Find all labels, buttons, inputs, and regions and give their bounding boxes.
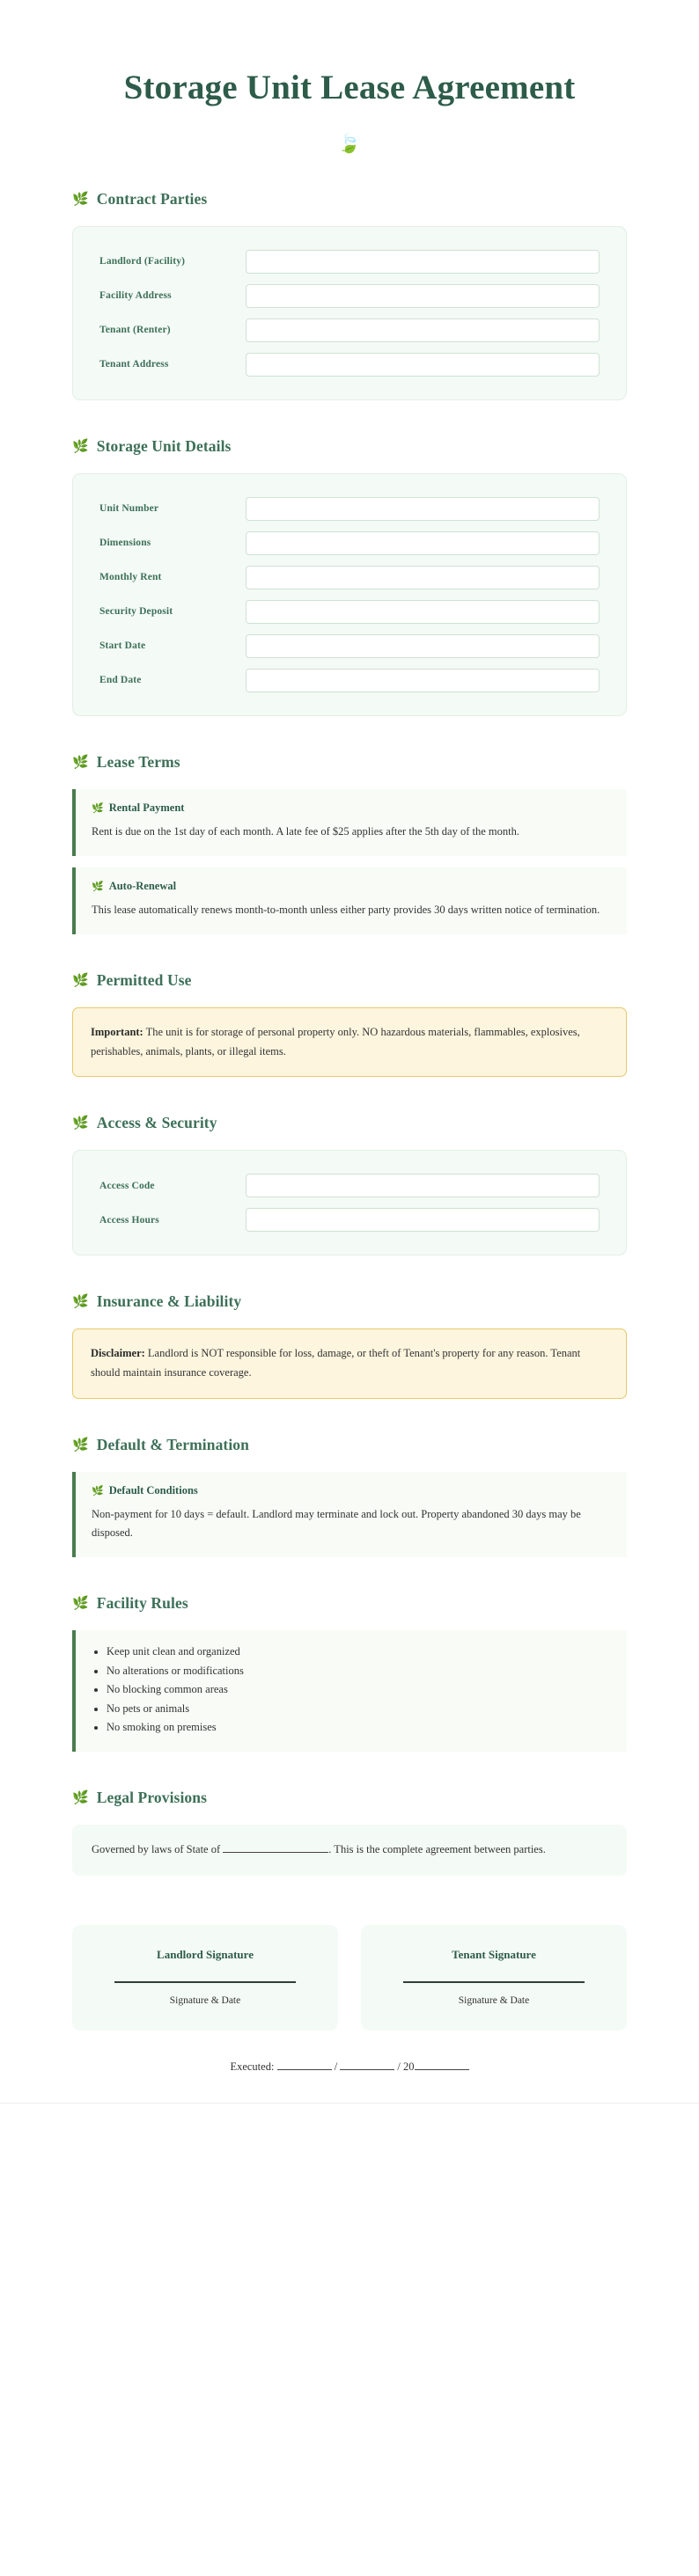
insurance-liability-callout <box>72 1328 627 1399</box>
section-signatures <box>0 1925 699 2074</box>
field-label-start-date: Start Date <box>99 640 146 652</box>
security-deposit-input[interactable] <box>246 600 600 624</box>
section-heading-label: Storage Unit Details <box>96 436 232 455</box>
field-label-access-hours: Access Hours <box>99 1214 159 1226</box>
executed-date-line <box>72 2060 627 2074</box>
field-row <box>99 566 600 589</box>
field-row <box>99 353 600 377</box>
field-label-dimensions: Dimensions <box>99 538 151 549</box>
term-card-title-label: Rental Payment <box>108 801 185 814</box>
executed-label: Executed: <box>230 2060 275 2074</box>
page-title: Storage Unit Lease Agreement <box>123 69 576 106</box>
field-row <box>99 531 600 555</box>
dimensions-input[interactable] <box>246 531 600 555</box>
section-legal-provisions <box>0 1789 699 1876</box>
herb-icon: 🌿 <box>72 971 89 988</box>
landlord-facility-input[interactable] <box>246 250 600 274</box>
field-row <box>99 600 600 624</box>
executed-day-blank[interactable] <box>340 2069 394 2070</box>
section-insurance-liability <box>0 1292 699 1399</box>
field-row <box>99 318 600 342</box>
document-header <box>0 0 699 153</box>
executed-year-prefix: 20 <box>403 2060 415 2074</box>
legal-text-before: Governed by laws of State of <box>92 1842 221 1855</box>
term-card-title <box>92 801 609 815</box>
end-date-input[interactable] <box>246 669 600 692</box>
section-lease-terms <box>0 753 699 934</box>
landlord-signature-box <box>72 1925 338 2031</box>
field-label-unit-number: Unit Number <box>99 503 159 515</box>
section-heading-label: Contract Parties <box>96 189 208 208</box>
tenant-renter-input[interactable] <box>246 318 600 342</box>
section-heading-label: Insurance & Liability <box>96 1292 242 1311</box>
section-heading-legal-provisions <box>72 1789 627 1807</box>
section-heading-label: Facility Rules <box>96 1594 188 1613</box>
term-card-body: Rent is due on the 1st day of each month. A late fee of $25 applies after the 5th day of the month. <box>92 824 519 838</box>
executed-separator-1: / <box>334 2060 338 2074</box>
field-row <box>99 250 600 274</box>
tenant-signature-caption: Signature & Date <box>458 1995 530 2007</box>
section-heading-label: Permitted Use <box>96 970 192 989</box>
section-heading-lease-terms <box>72 753 627 772</box>
tenant-address-input[interactable] <box>246 353 600 377</box>
section-permitted-use <box>0 971 699 1078</box>
herb-icon: 🌿 <box>72 1595 89 1612</box>
section-heading-label: Legal Provisions <box>96 1788 208 1806</box>
section-heading-storage-unit-details <box>72 437 627 456</box>
field-row <box>99 634 600 658</box>
executed-month-blank[interactable] <box>277 2069 332 2070</box>
herb-icon: 🌿 <box>72 753 89 770</box>
page-bottom-rule <box>0 2103 699 2104</box>
callout-body-permitted-use: The unit is for storage of personal property only. NO hazardous materials, flammables, explosives, perishables, animals, plants, or illegal items. <box>91 1025 580 1057</box>
herb-icon: 🌿 <box>72 1789 89 1805</box>
section-heading-access-security <box>72 1114 627 1132</box>
term-card-default-conditions <box>72 1472 627 1558</box>
section-contract-parties <box>0 190 699 400</box>
list-item: • No blocking common areas <box>107 1680 609 1700</box>
field-label-facility-address: Facility Address <box>99 290 172 302</box>
facility-rules-card <box>72 1630 627 1752</box>
section-facility-rules <box>0 1594 699 1752</box>
access-hours-input[interactable] <box>246 1208 600 1232</box>
tenant-signature-line[interactable] <box>403 1981 585 1983</box>
herb-icon: 🌿 <box>72 1293 89 1310</box>
section-heading-label: Access & Security <box>96 1114 217 1132</box>
unit-number-input[interactable] <box>246 497 600 521</box>
signature-grid <box>72 1925 627 2031</box>
field-label-tenant-renter: Tenant (Renter) <box>99 325 171 336</box>
section-default-termination <box>0 1436 699 1558</box>
term-card-title <box>92 1484 609 1497</box>
section-access-security <box>0 1114 699 1255</box>
landlord-signature-title: Landlord Signature <box>157 1948 254 1962</box>
section-storage-unit-details <box>0 437 699 716</box>
section-heading-contract-parties <box>72 190 627 209</box>
facility-rules-list <box>92 1643 609 1738</box>
executed-year-blank[interactable] <box>415 2069 469 2070</box>
tenant-signature-title: Tenant Signature <box>452 1948 536 1962</box>
term-card-title-label: Auto-Renewal <box>108 879 177 892</box>
field-label-tenant-address: Tenant Address <box>99 359 169 370</box>
leaf-fluttering-icon: 🍃 <box>337 132 362 154</box>
list-item: • Keep unit clean and organized <box>107 1643 609 1662</box>
facility-address-input[interactable] <box>246 284 600 308</box>
tenant-signature-box <box>361 1925 627 2031</box>
term-card-title <box>92 880 609 893</box>
list-item: • No pets or animals <box>107 1700 609 1719</box>
herb-icon: 🌿 <box>72 190 89 207</box>
field-row <box>99 1174 600 1197</box>
permitted-use-callout <box>72 1007 627 1078</box>
legal-text-after: . This is the complete agreement between parties. <box>328 1842 546 1855</box>
callout-label-important: Important: <box>91 1025 143 1038</box>
herb-icon: 🌿 <box>92 1484 104 1497</box>
access-code-input[interactable] <box>246 1174 600 1197</box>
field-label-security-deposit: Security Deposit <box>99 606 173 618</box>
executed-separator-2: / <box>397 2060 401 2074</box>
herb-icon: 🌿 <box>72 437 89 454</box>
term-card-body: This lease automatically renews month-to-month unless either party provides 30 days written notice of termination. <box>92 903 600 916</box>
herb-icon: 🌿 <box>92 880 104 892</box>
herb-icon: 🌿 <box>72 1436 89 1453</box>
storage-unit-details-panel <box>72 473 627 716</box>
herb-icon: 🌿 <box>72 1115 89 1131</box>
field-label-end-date: End Date <box>99 675 142 686</box>
landlord-signature-caption: Signature & Date <box>169 1995 241 2007</box>
state-blank-line[interactable] <box>223 1852 328 1853</box>
term-card-auto-renewal <box>72 867 627 934</box>
start-date-input[interactable] <box>246 634 600 658</box>
monthly-rent-input[interactable] <box>246 566 600 589</box>
field-row <box>99 1208 600 1232</box>
term-card-title-label: Default Conditions <box>108 1483 198 1497</box>
section-heading-facility-rules <box>72 1594 627 1613</box>
field-row <box>99 497 600 521</box>
section-heading-insurance-liability <box>72 1292 627 1311</box>
contract-parties-panel <box>72 226 627 400</box>
access-security-panel <box>72 1150 627 1255</box>
callout-body-insurance-liability: Landlord is NOT responsible for loss, damage, or theft of Tenant's property for any reason. Tenant should maintain insurance coverage. <box>91 1347 581 1379</box>
section-heading-permitted-use <box>72 971 627 990</box>
field-row <box>99 284 600 308</box>
section-heading-default-termination <box>72 1436 627 1454</box>
callout-label-disclaimer: Disclaimer: <box>91 1347 145 1360</box>
field-label-landlord-facility: Landlord (Facility) <box>99 256 186 267</box>
section-heading-label: Default & Termination <box>96 1435 249 1453</box>
herb-icon: 🌿 <box>92 801 104 814</box>
field-label-monthly-rent: Monthly Rent <box>99 572 162 583</box>
legal-provisions-card <box>72 1825 627 1876</box>
term-card-rental-payment <box>72 789 627 856</box>
term-card-body: Non-payment for 10 days = default. Landlord may terminate and lock out. Property abandoned 30 days may be disposed. <box>92 1507 581 1540</box>
field-label-access-code: Access Code <box>99 1180 155 1191</box>
landlord-signature-line[interactable] <box>114 1981 296 1983</box>
field-row <box>99 669 600 692</box>
list-item: • No alterations or modifications <box>107 1662 609 1681</box>
list-item: • No smoking on premises <box>107 1718 609 1738</box>
section-heading-label: Lease Terms <box>96 752 180 771</box>
